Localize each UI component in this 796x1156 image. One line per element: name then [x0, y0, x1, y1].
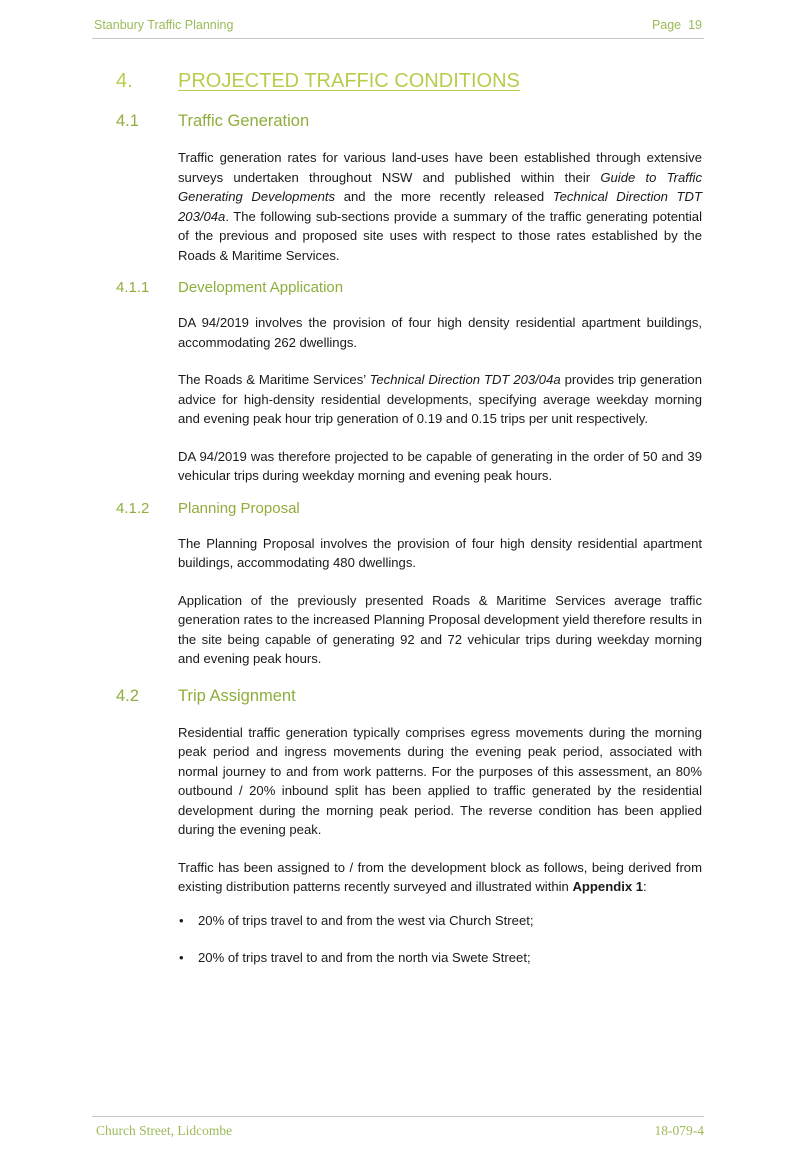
- trip-distribution-list: [178, 911, 702, 968]
- footer-reference: 18-079-4: [654, 1123, 704, 1138]
- section-number: 4.: [116, 70, 133, 92]
- page-content: [116, 70, 702, 986]
- paragraph-4-1-1-b: The Roads & Maritime Services’ Technical Direction TDT 203/04a provides trip generation advice for high-density residential developments, specifying average weekday morning and evening peak hour trip generation of 0.19 and 0.15 trips per unit respectively.: [178, 372, 702, 426]
- heading-4-1: [116, 112, 702, 136]
- paragraph-4-1-2-a: The Planning Proposal involves the provision of four high density residential apartment buildings, accommodating 480 dwellings.: [178, 535, 702, 570]
- footer-location: Church Street, Lidcombe: [96, 1123, 233, 1138]
- heading-4-1-1: [116, 279, 702, 301]
- header-page-label: Page: [651, 18, 682, 32]
- header-page: [652, 18, 702, 32]
- paragraph-4-1-1-c: DA 94/2019 was therefore projected to be capable of generating in the order of 50 and 39 vehicular trips during weekday morning and evening peak hours.: [178, 448, 702, 483]
- paragraph-4-1-2-b: Application of the previously presented Roads & Maritime Services average traffic generation rates to the increased Planning Proposal development yield therefore results in the site being capable of generating 92 and 72 vehicular trips during weekday morning and evening peak hours.: [178, 592, 702, 666]
- bullet-glyph: •: [179, 912, 184, 928]
- page-footer: [92, 1116, 704, 1147]
- heading-4-1-1-title: Development Application: [178, 279, 344, 296]
- list-item: • 20% of trips travel to and from the north via Swete Street;: [178, 948, 702, 968]
- paragraph-4-2-b: Traffic has been assigned to / from the development block as follows, being derived from existing distribution patterns recently surveyed and illustrated within Appendix 1:: [178, 859, 702, 894]
- heading-4-1-2-number: 4.1.2: [116, 499, 150, 517]
- heading-4-1-2: [116, 500, 702, 522]
- list-item: • 20% of trips travel to and from the west via Church Street;: [178, 911, 702, 931]
- paragraph-4-1-1-a: DA 94/2019 involves the provision of four high density residential apartment buildings, accommodating 262 dwellings.: [178, 315, 702, 350]
- heading-4-1-title: Traffic Generation: [178, 112, 310, 130]
- heading-4-2-title: Trip Assignment: [178, 686, 296, 705]
- heading-4-1-number: 4.1: [116, 112, 139, 130]
- paragraph-4-2-a: Residential traffic generation typically comprises egress movements during the morning peak period and ingress movements during the evening peak period, associated with normal journey to and from work patterns. For the purposes of this assessment, an 80% outbound / 20% inbound split has been applied to traffic generated by the residential development during the morning peak period. The reverse condition has been applied during the evening peak.: [178, 724, 702, 837]
- page-header: [92, 16, 704, 39]
- heading-4-1-2-title: Planning Proposal: [178, 499, 300, 517]
- section-title: PROJECTED TRAFFIC CONDITIONS: [178, 70, 520, 92]
- header-company: Stanbury Traffic Planning: [94, 18, 234, 32]
- paragraph-4-1: Traffic generation rates for various land-uses have been established through extensive surveys undertaken throughout NSW and published within their Guide to Traffic Generating Developments and the more recently released Technical Direction TDT 203/04a. The following sub-sections provide a summary of the traffic generating potential of the previous and proposed site uses with respect to those rates established by the Roads & Maritime Services.: [178, 150, 702, 263]
- bullet-glyph: •: [179, 950, 184, 965]
- header-page-number: 19: [688, 18, 702, 32]
- heading-4-1-1-number: 4.1.1: [116, 279, 150, 296]
- heading-4-2: [116, 687, 702, 711]
- section-heading: [116, 70, 702, 98]
- heading-4-2-number: 4.2: [116, 686, 139, 705]
